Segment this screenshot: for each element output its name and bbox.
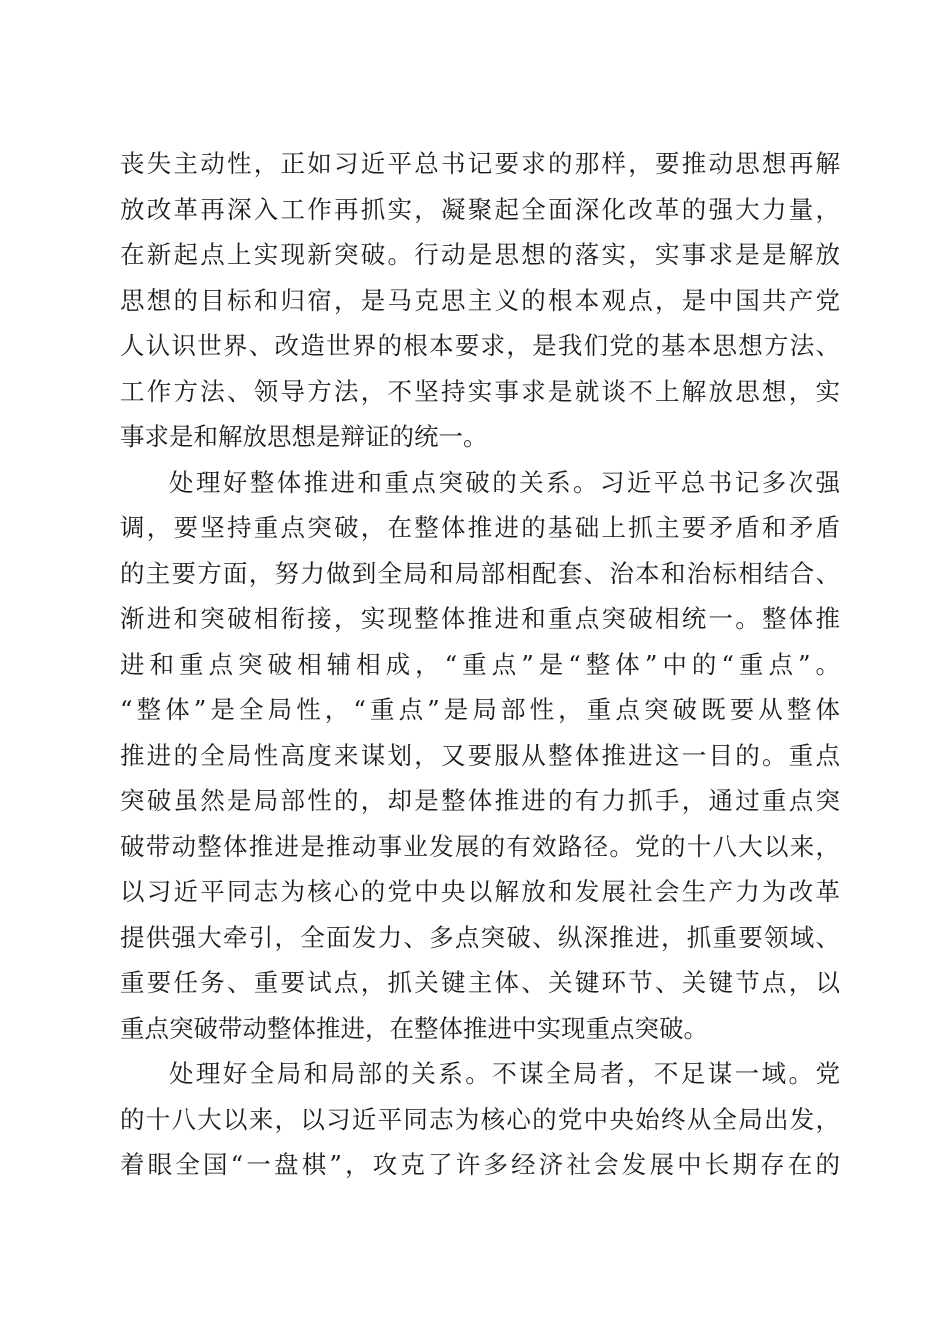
text-line: 突破虽然是局部性的，却是整体推进的有力抓手，通过重点突 <box>120 786 840 815</box>
text-line: 调，要坚持重点突破，在整体推进的基础上抓主要矛盾和矛盾 <box>120 513 840 542</box>
text-line: 推进的全局性高度来谋划，又要服从整体推进这一目的。重点 <box>120 740 840 770</box>
paragraph-3 <box>120 1051 840 1188</box>
text-line: 人认识世界、改造世界的根本要求，是我们党的基本思想方法、 <box>120 331 840 360</box>
text-line: 破带动整体推进是推动事业发展的有效路径。党的十八大以来， <box>120 831 840 861</box>
text-line: 进和重点突破相辅相成，“重点”是“整体”中的“重点”。 <box>120 649 840 679</box>
text-line: 渐进和突破相衔接，实现整体推进和重点突破相统一。整体推 <box>120 604 840 633</box>
text-line: 以习近平同志为核心的党中央以解放和发展社会生产力为改革 <box>120 877 840 906</box>
text-line: 的主要方面，努力做到全局和局部相配套、治本和治标相结合、 <box>120 558 840 588</box>
body-text <box>120 141 840 1188</box>
text-line: 思想的目标和归宿，是马克思主义的根本观点，是中国共产党 <box>120 285 840 315</box>
text-line: “整体”是全局性，“重点”是局部性，重点突破既要从整体 <box>120 695 840 724</box>
text-line: 处理好整体推进和重点突破的关系。习近平总书记多次强 <box>169 467 840 497</box>
text-line: 在新起点上实现新突破。行动是思想的落实，实事求是是解放 <box>120 240 840 269</box>
text-line: 重要任务、重要试点，抓关键主体、关键环节、关键节点，以 <box>120 968 840 997</box>
text-line: 事求是和解放思想是辩证的统一。 <box>120 422 488 451</box>
text-line: 工作方法、领导方法，不坚持实事求是就谈不上解放思想，实 <box>120 376 840 406</box>
paragraph-1 <box>120 141 840 460</box>
text-line: 处理好全局和局部的关系。不谋全局者，不足谋一域。党 <box>169 1059 840 1088</box>
text-line: 丧失主动性，正如习近平总书记要求的那样，要推动思想再解 <box>120 149 840 178</box>
text-line: 提供强大牵引，全面发力、多点突破、纵深推进，抓重要领域、 <box>120 922 840 952</box>
paragraph-2 <box>120 460 840 1052</box>
text-line: 重点突破带动整体推进，在整体推进中实现重点突破。 <box>120 1013 708 1043</box>
text-line: 着眼全国“一盘棋”，攻克了许多经济社会发展中长期存在的 <box>120 1150 840 1179</box>
text-line: 的十八大以来，以习近平同志为核心的党中央始终从全局出发， <box>120 1104 840 1134</box>
text-line: 放改革再深入工作再抓实，凝聚起全面深化改革的强大力量， <box>120 194 840 224</box>
